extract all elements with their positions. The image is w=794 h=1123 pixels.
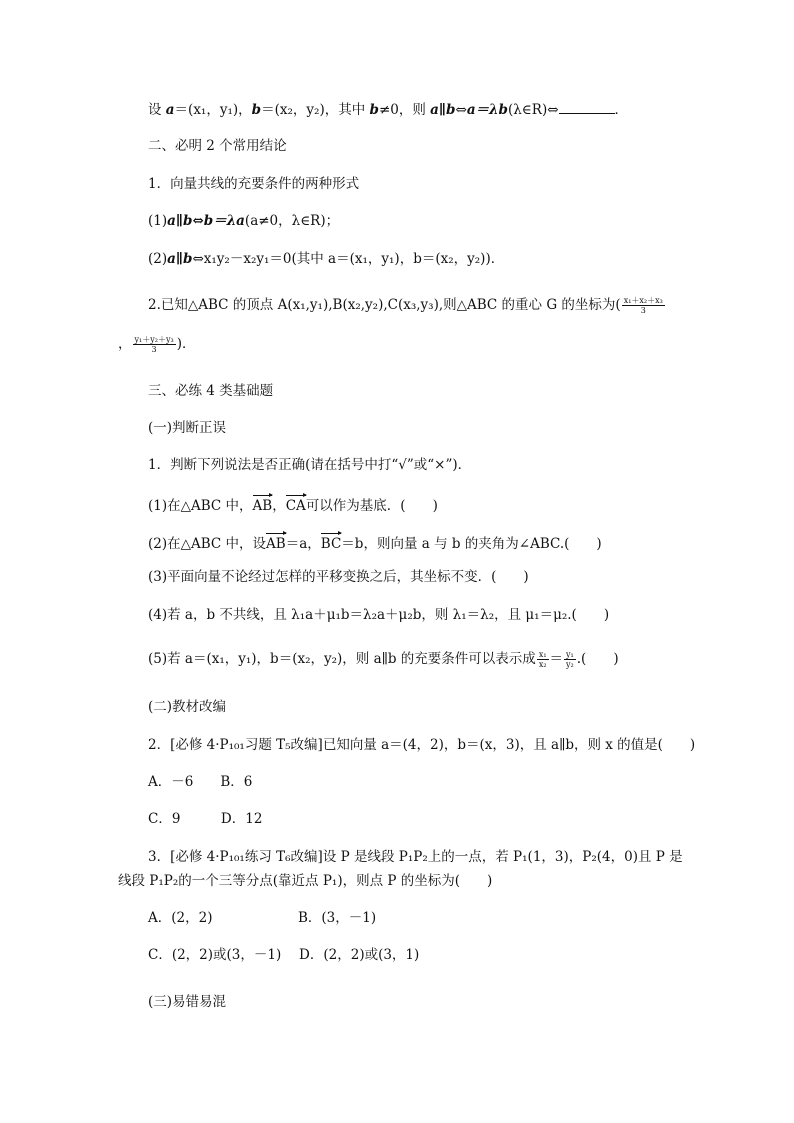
text: (2)	[148, 251, 168, 267]
question-1-item-4: (4)若 a，b 不共线，且 λ₁a＋μ₁b＝λ₂a＋μ₂b，则 λ₁＝λ₂，且 μ₁＝μ₂.( )	[148, 607, 610, 623]
text: ＝	[549, 651, 564, 667]
vector-b: b	[369, 102, 379, 118]
text: ＝(x₁，y₁)，	[174, 102, 252, 118]
text: ＝b，则向量 a 与 b 的夹角为∠ABC.( )	[341, 536, 602, 552]
formula: a＝λb	[466, 102, 508, 118]
section-heading: 三、必练 4 类基础题	[148, 383, 274, 399]
question-1: 1．判断下列说法是否正确(请在括号中打“√”或“×”)．	[148, 457, 472, 473]
question-3-line-1: 3．[必修 4·P₁₀₁练习 T₆改编]设 P 是线段 P₁P₂上的一点，若 P₁(1，3)，P₂(4，0)且 P 是	[148, 849, 683, 865]
fraction-y: $\frac{\text{y₁＋y₂＋y₃}}{3}$	[134, 335, 174, 354]
vector-ab: AB	[253, 494, 273, 515]
text: (λ∈R)⇔	[507, 102, 559, 118]
question-1-item-2	[148, 532, 602, 553]
question-1-item-1	[148, 494, 438, 515]
vector-ab: AB	[266, 532, 286, 553]
text: (a≠0，λ∈R)；	[244, 213, 340, 229]
text: (2)在△ABC 中，设	[148, 536, 267, 552]
question-2-options-cd: C．9 D．12	[148, 811, 263, 827]
text: ，	[272, 498, 286, 514]
question-2-options-ab: A．－6 B．6	[148, 774, 253, 790]
text: ＝a，	[285, 536, 321, 552]
subsection-heading: (三)易错易混	[148, 994, 227, 1010]
conclusion-form-2	[148, 250, 504, 268]
text: ＝(x₂，y₂)，其中	[261, 102, 370, 118]
question-1-item-3: (3)平面向量不论经过怎样的平移变换之后，其坐标不变．( )	[148, 569, 529, 585]
text: ．	[614, 102, 629, 118]
question-3-option-b: B．(3，－1)	[298, 910, 377, 926]
fraction-y1-y2: $\frac{\text{y₁}}{\text{y₂}}$	[566, 650, 574, 669]
text: ≠0，则	[378, 102, 431, 118]
text: (1)	[148, 213, 168, 229]
question-2: 2．[必修 4·P₁₀₁习题 T₅改编]已知向量 a＝(4，2)，b＝(x，3)，且 a∥b，则 x 的值是( )	[148, 737, 696, 753]
vector-bc: BC	[321, 532, 342, 553]
vector-b: b	[251, 102, 262, 118]
formula-line-collinear	[148, 101, 628, 119]
centroid-line	[148, 296, 666, 315]
question-3-options-cd: C．(2，2)或(3，－1) D．(2，2)或(3，1)	[148, 947, 420, 963]
text: (1)在△ABC 中，	[148, 498, 253, 514]
subsection-heading: (二)教材改编	[148, 699, 227, 715]
text: ，	[118, 336, 132, 352]
text: 设	[148, 102, 166, 118]
conclusion-title: 1．向量共线的充要条件的两种形式	[148, 176, 360, 192]
text: .( )	[576, 651, 619, 667]
subsection-heading: (一)判断正误	[148, 420, 227, 436]
text: )．	[176, 336, 196, 352]
text: 可以作为基底．( )	[305, 498, 438, 514]
question-3-option-a: A．(2，2)	[148, 910, 213, 926]
answer-blank[interactable]	[559, 101, 615, 114]
formula: a∥b⇔b＝λa	[167, 213, 245, 229]
text: ⇔	[455, 102, 467, 118]
formula: a∥b	[430, 102, 456, 118]
text: (5)若 a＝(x₁，y₁)，b＝(x₂，y₂)，则 a∥b 的充要条件可以表示成	[148, 651, 536, 667]
fraction-x: $\frac{\text{x₁＋x₂＋x₃}}{3}$	[623, 296, 663, 315]
question-3-line-2: 线段 P₁P₂的一个三等分点(靠近点 P₁)，则点 P 的坐标为( )	[118, 873, 493, 889]
text: ⇔x₁y₂－x₂y₁＝0(其中 a＝(x₁，y₁)，b＝(x₂，y₂))．	[192, 251, 505, 267]
text: 2.已知△ABC 的顶点 A(x₁,y₁),B(x₂,y₂),C(x₃,y₃),则△ABC 的重心 G 的坐标为(	[148, 297, 621, 313]
vector-ca: CA	[286, 494, 306, 515]
conclusion-form-1	[148, 212, 339, 230]
question-1-item-5	[148, 650, 619, 669]
section-heading: 二、必明 2 个常用结论	[148, 138, 287, 154]
formula: a∥b	[167, 251, 193, 267]
vector-a: a	[165, 102, 175, 118]
centroid-line-cont	[118, 335, 195, 354]
fraction-x1-x2: $\frac{\text{x₁}}{\text{x₂}}$	[538, 650, 547, 669]
